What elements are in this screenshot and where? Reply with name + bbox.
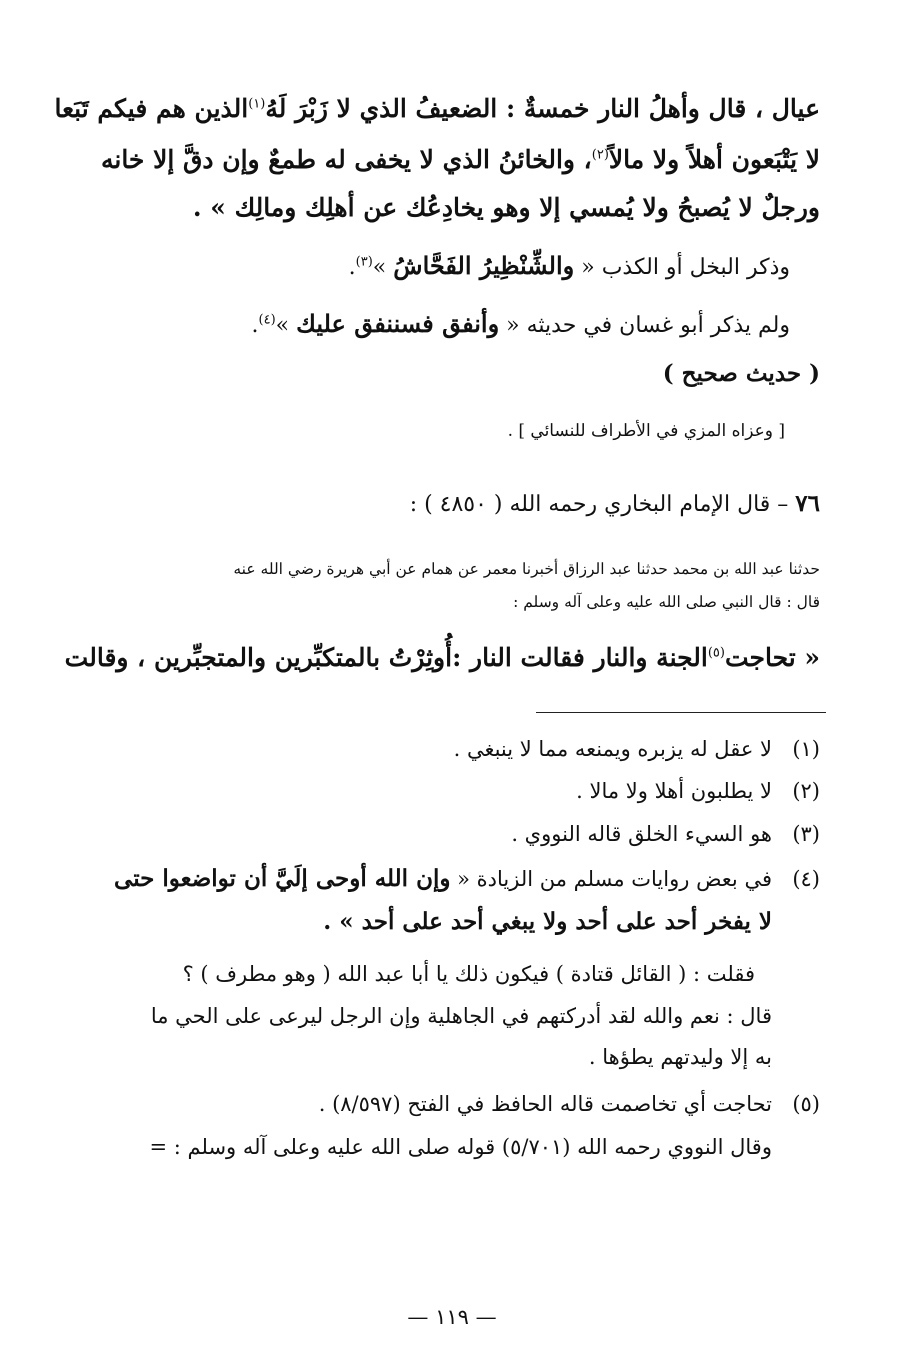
footnote-text: هو السيء الخلق قاله النووي .	[511, 822, 772, 846]
footnote-ref: (٣)	[355, 254, 373, 270]
isnad-line-2: قال : قال النبي صلى الله عليه وعلى آله وسلم :	[513, 593, 820, 611]
heading-text: – قال الإمام البخاري رحمه الله ( ٤٨٥٠ ) :	[409, 492, 789, 517]
hadith-line-2	[100, 145, 820, 174]
footnote-ref: (١)	[248, 96, 266, 112]
footnote-4	[114, 865, 820, 892]
text-segment: لا يَتْبَعون أهلاً ولا مالاً	[608, 145, 820, 174]
text-segment: الجنة والنار فقالت النار :أُوثِرْتُ بالمتكبِّرين والمتجبِّرين ، وقالت	[64, 643, 708, 672]
quote-mark: »	[275, 313, 290, 338]
text-segment: وذكر البخل أو الكذب «	[581, 255, 790, 280]
attribution-note: [ وعزاه المزي في الأطراف للنسائي ] .	[507, 421, 785, 441]
footnote-text: لا يطلبون أهلا ولا مالا .	[576, 779, 772, 803]
hadith-grade: ( حديث صحيح )	[662, 360, 820, 387]
quoted-phrase: وأنفق فسننفق عليك	[296, 309, 500, 338]
footnote-number: (٥)	[792, 1092, 820, 1116]
footnote-number: (١)	[792, 737, 820, 761]
hadith-76-heading	[130, 490, 820, 517]
period: .	[348, 255, 356, 280]
period: .	[251, 313, 259, 338]
isnad-line-1: حدثنا عبد الله بن محمد حدثنا عبد الرزاق أخبرنا معمر عن همام عن أبي هريرة رضي الله عنه	[233, 560, 820, 578]
footnote-text: في بعض روايات مسلم من الزيادة «	[457, 867, 772, 891]
footnote-4-cont-2: قال : نعم والله لقد أدركتهم في الجاهلية وإن الرجل ليرعى على الحي ما	[150, 1004, 772, 1028]
text-segment: الذين هم فيكم تَبَعا	[54, 94, 249, 123]
footnote-5	[130, 1092, 820, 1116]
footnote-number: (٢)	[792, 779, 820, 803]
footnote-5-cont: وقال النووي رحمه الله (٥/٧٠١) قوله صلى الله عليه وعلى آله وسلم : =	[149, 1135, 772, 1159]
footnote-text: لا عقل له يزبره ويمنعه مما لا ينبغي .	[453, 737, 772, 761]
matn-line	[64, 643, 820, 672]
hadith-number: ٧٦	[795, 490, 820, 517]
text-segment: ، والخائنُ الذي لا يخفى له طمعٌ وإن دقَّ إلا خانه	[100, 145, 592, 174]
quoted-addition: وإن الله أوحى إلَيَّ أن تواضعوا حتى	[114, 865, 451, 892]
footnote-ref: (٤)	[258, 312, 276, 328]
hadith-line-3	[130, 193, 820, 222]
hadith-line-1	[54, 94, 820, 123]
text-segment: ولم يذكر أبو غسان في حديثه «	[506, 313, 790, 338]
footnote-ref: (٢)	[591, 147, 609, 163]
footnote-ref: (٥)	[707, 645, 725, 661]
footnote-2	[130, 779, 820, 803]
narration-line-2	[130, 309, 790, 338]
quote-mark: »	[372, 255, 387, 280]
footnote-text: تحاجت أي تخاصمت قاله الحافظ في الفتح (٨/٥٩٧) .	[318, 1092, 772, 1116]
narration-line-1	[130, 251, 790, 280]
text-segment: ورجلٌ لا يُصبحُ ولا يُمسي إلا وهو يخادِعُك عن أهلِك ومالِك » .	[192, 193, 820, 222]
footnote-4-cont-3: به إلا وليدتهم يطؤها .	[588, 1045, 772, 1069]
footnote-3	[130, 822, 820, 846]
text-segment: عيال ، قال وأهلُ النار خمسةٌ : الضعيفُ الذي لا زَبْرَ لَهُ	[265, 94, 820, 123]
footnote-4-quote-cont: لا يفخر أحد على أحد ولا يبغي أحد على أحد » .	[323, 908, 772, 935]
footnote-separator	[536, 712, 826, 713]
text-segment: « تحاجت	[724, 643, 820, 672]
footnote-number: (٤)	[792, 867, 820, 891]
quoted-phrase: والشِّنْظِيرُ الفَحَّاشُ	[393, 251, 575, 280]
page-number: — ١١٩ —	[407, 1305, 497, 1329]
footnote-4-cont-1: فقلت : ( القائل قتادة ) فيكون ذلك يا أبا عبد الله ( وهو مطرف ) ؟	[182, 962, 755, 986]
footnote-number: (٣)	[792, 822, 820, 846]
footnote-1	[130, 737, 820, 761]
